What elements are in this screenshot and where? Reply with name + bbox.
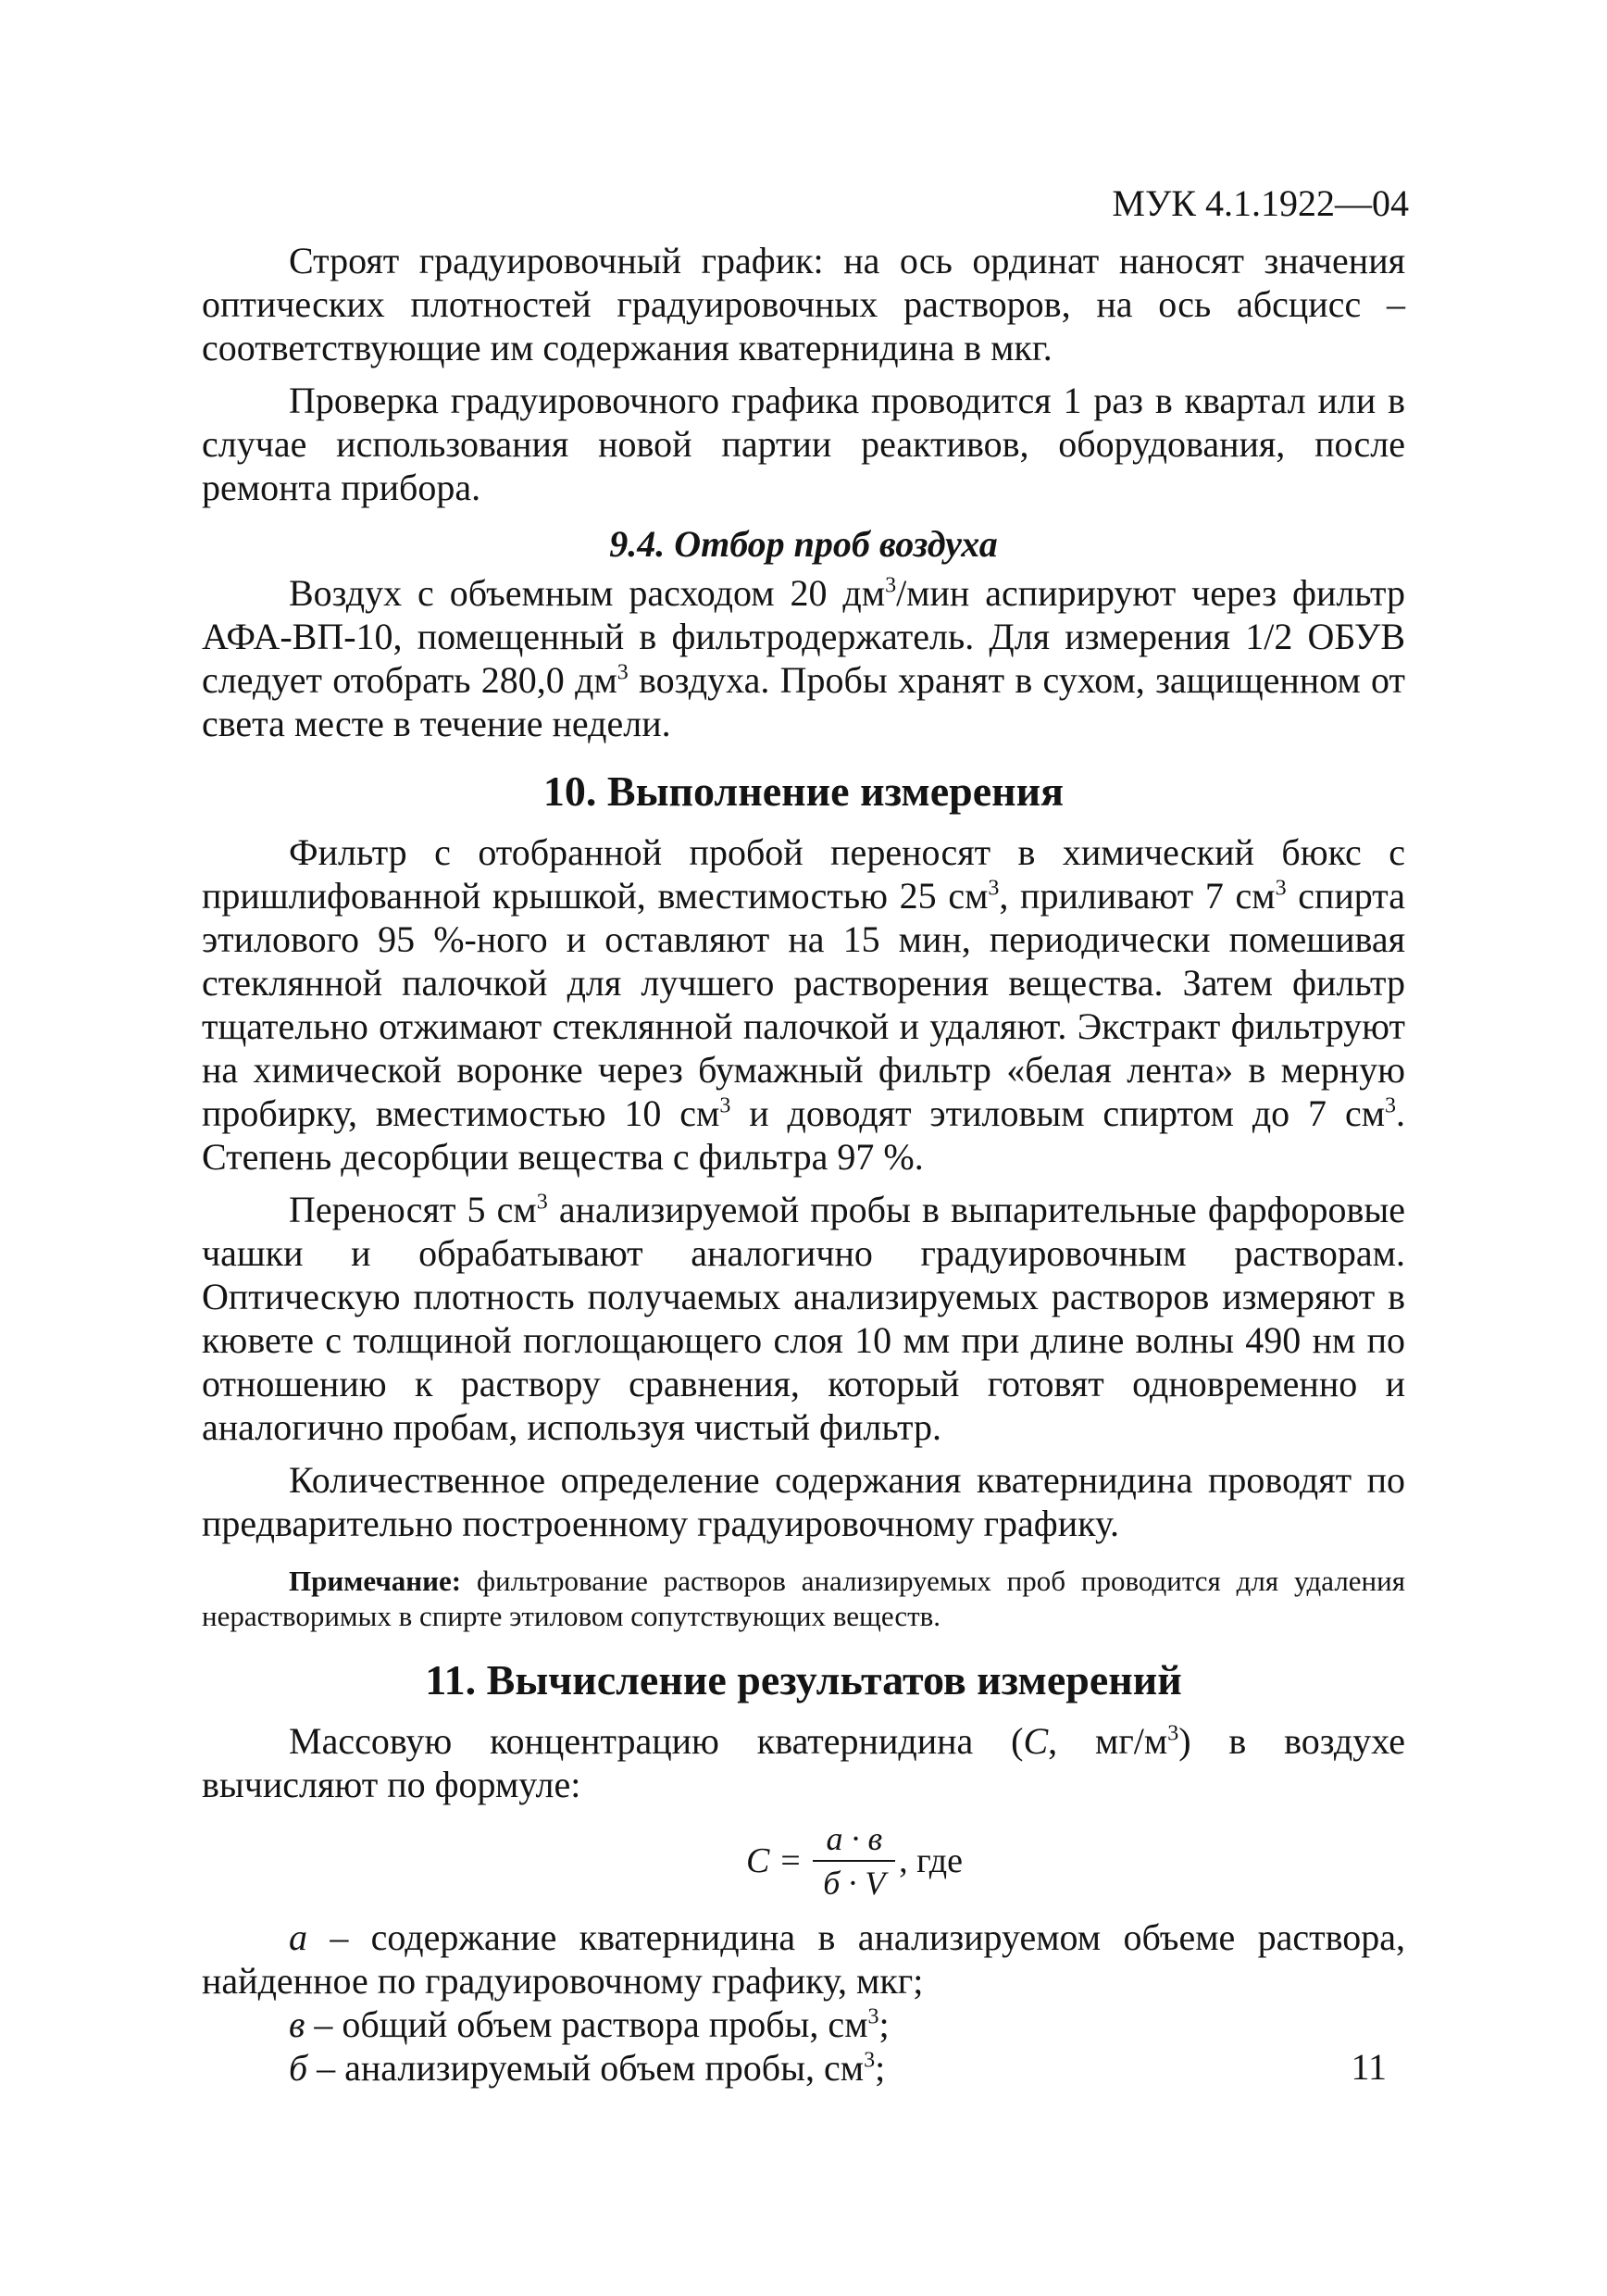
formula-definitions: [202, 1915, 1405, 2090]
note: Примечание: фильтрование растворов анализируемых проб проводится для удаления нерастворимых в спирте этиловом сопутствующих веществ.: [202, 1565, 1405, 1632]
section-10-title: 10. Выполнение измерения: [542, 767, 1065, 815]
definition-a: а – содержание кватернидина в анализируемом объеме раствора, найденное по градуировочному графику, мкг;: [202, 1916, 1405, 2002]
page-number: 11: [1351, 2046, 1387, 2088]
note-label: Примечание:: [289, 1565, 462, 1597]
formula-numerator: а · в: [813, 1819, 895, 1862]
formula-fraction: [813, 1819, 895, 1903]
document-code: МУК 4.1.1922—04: [1112, 182, 1409, 224]
definition-v: в – общий объем раствора пробы, $см^3$;: [289, 2003, 890, 2045]
paragraph-measurement-1: Фильтр с отобранной пробой переносят в химический бюкс с пришлифованной крышкой, вместимостью 25 $см^3$, приливают 7 $см^3$ спирта этилового 95 %-ного и оставляют на 15 мин, периодически помешивая стеклянной палочкой для лучшего растворения вещества. Затем фильтр тщательно отжимают стеклянной палочкой и удаляют. Экстракт фильтруют на химической воронке через бумажный фильтр «белая лента» в мерную пробирку, вместимостью 10 $см^3$ и доводят этиловым спиртом до 7 $см^3$. Степень десорбции вещества с фильтра 97 %.: [202, 831, 1406, 1178]
paragraph-measurement-3: Количественное определение содержания кватернидина проводят по предварительно построенному градуировочному графику.: [202, 1459, 1405, 1544]
formula-suffix: , где: [899, 1841, 964, 1880]
formula: [304, 1819, 1405, 1903]
formula-denominator: б · V: [823, 1865, 886, 1902]
paragraph-graph-check: Проверка градуировочного графика проводится 1 раз в квартал или в случае использования новой партии реактивов, оборудования, после ремонта прибора.: [202, 380, 1405, 508]
paragraph-calibration-graph: Строят градуировочный график: на ось ординат наносят значения оптических плотностей градуировочных растворов, на ось абсцисс – соответствующие им содержания кватернидина в мкг.: [202, 240, 1405, 368]
formula-lhs: С =: [745, 1841, 803, 1880]
body-text: [202, 239, 1405, 2090]
definition-b: б – анализируемый объем пробы, $см^3$;: [289, 2047, 886, 2089]
paragraph-calculation: Массовую концентрацию кватернидина (С, $мг/м^3$) в воздухе вычисляют по формуле:: [202, 1720, 1405, 1805]
section-9-4-title: 9.4. Отбор проб воздуха: [609, 523, 998, 565]
paragraph-air-sampling: Воздух с объемным расходом 20 $дм^3$/мин аспирируют через фильтр АФА-ВП-10, помещенный в фильтродержатель. Для измерения 1/2 ОБУВ следует отобрать 280,0 $дм^3$ воздуха. Пробы хранят в сухом, защищенном от света месте в течение недели.: [202, 572, 1405, 744]
section-11-title: 11. Вычисление результатов измерений: [425, 1656, 1182, 1703]
paragraph-measurement-2: Переносят 5 $см^3$ анализируемой пробы в выпарительные фарфоровые чашки и обрабатывают аналогично градуировочным растворам. Оптическую плотность получаемых анализируемых растворов измеряют в кювете с толщиной поглощающего слоя 10 мм при длине волны 490 нм по отношению к раствору сравнения, который готовят одновременно и аналогично пробам, используя чистый фильтр.: [202, 1189, 1405, 1448]
